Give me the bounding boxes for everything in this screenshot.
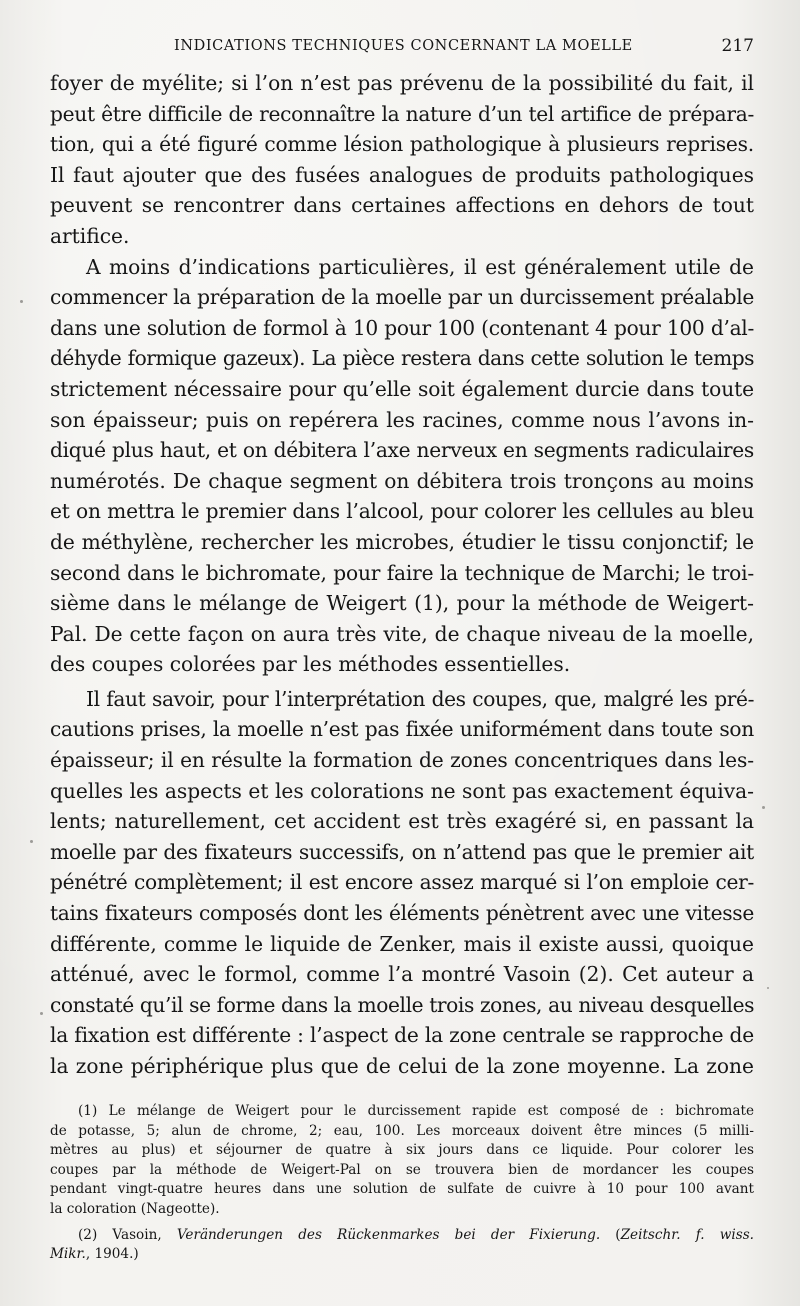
text-line: tion, qui a été figuré comme lésion pathologique à plusieurs reprises. xyxy=(50,132,754,157)
footnote-1 xyxy=(50,1102,754,1220)
text-line: numérotés. De chaque segment on débitera trois tronçons au moins xyxy=(50,468,754,493)
footnote-prefix: (2) Vasoin, xyxy=(78,1226,177,1243)
footnote-line xyxy=(50,1245,754,1265)
scan-speck xyxy=(767,987,769,989)
footnote-line: mètres au plus) et séjourner de quatre à six jours dans ce liquide. Pour colorer les xyxy=(50,1142,754,1159)
paragraph xyxy=(50,684,754,1082)
text-line: lents; naturellement, cet accident est très exagéré si, en passant la xyxy=(50,809,754,834)
footnote-journal-cont: Mikr. xyxy=(50,1246,86,1263)
footnote-line: (1) Le mélange de Weigert pour le durcissement rapide est composé de : bichromate xyxy=(78,1103,754,1119)
text-line: différente, comme le liquide de Zenker, mais il existe aussi, quoique xyxy=(50,931,754,956)
scan-speck xyxy=(30,840,33,843)
footnote-line: de potasse, 5; alun de chrome, 2; eau, 100. Les morceaux doivent être minces (5 milli- xyxy=(50,1122,754,1139)
text-line: déhyde formique gazeux). La pièce restera dans cette solution le temps xyxy=(50,346,754,371)
scan-speck xyxy=(20,300,23,303)
text-line: pénétré complètement; il est encore assez marqué si l’on emploie cer- xyxy=(50,870,754,895)
scan-speck xyxy=(762,806,765,809)
footnote-journal: Zeitschr. f. wiss. xyxy=(620,1226,755,1243)
text-line: strictement nécessaire pour qu’elle soit également durcie dans toute xyxy=(50,376,754,401)
page-header xyxy=(50,38,754,62)
text-line: tains fixateurs composés dont les éléments pénètrent avec une vitesse xyxy=(50,901,754,926)
text-line: quelles les aspects et les colorations ne sont pas exactement équiva- xyxy=(50,778,754,803)
footnotes xyxy=(50,1102,754,1265)
text-line: atténué, avec le formol, comme l’a montré Vasoin (2). Cet auteur a xyxy=(50,962,754,987)
footnote-line: pendant vingt-quatre heures dans une solution de sulfate de cuivre à 10 pour 100 avant xyxy=(50,1181,754,1198)
footnote-2 xyxy=(50,1226,754,1265)
text-line: son épaisseur; puis on repérera les racines, comme nous l’avons in- xyxy=(50,407,754,432)
text-line: la fixation est différente : l’aspect de la zone centrale se rapproche de xyxy=(50,1023,754,1048)
footnote-line xyxy=(50,1226,754,1246)
text-line: Il faut savoir, pour l’interprétation des coupes, que, malgré les pré- xyxy=(86,686,754,711)
text-line: diqué plus haut, et on débitera l’axe nerveux en segments radiculaires xyxy=(50,438,754,463)
text-line: épaisseur; il en résulte la formation de zones concentriques dans les- xyxy=(50,748,754,773)
text-line: la zone périphérique plus que de celui de la zone moyenne. La zone xyxy=(50,1054,754,1078)
page-number: 217 xyxy=(721,36,754,56)
text-line: commencer la préparation de la moelle par un durcissement préalable xyxy=(50,285,754,310)
footnote-line: la coloration (Nageotte). xyxy=(50,1200,220,1217)
scan-speck xyxy=(40,1012,43,1015)
text-line: second dans le bichromate, pour faire la technique de Marchi; le troi- xyxy=(50,560,754,585)
text-line: artifice. xyxy=(50,223,130,248)
body-text xyxy=(50,68,754,1082)
text-line: moelle par des fixateurs successifs, on n’attend pas que le premier ait xyxy=(50,839,754,864)
text-line: Pal. De cette façon on aura très vite, de chaque niveau de la moelle, xyxy=(50,621,754,646)
text-line: cautions prises, la moelle n’est pas fixée uniformément dans toute son xyxy=(50,717,754,742)
text-line: de méthylène, rechercher les microbes, étudier le tissu conjonctif; le xyxy=(50,529,754,554)
text-line: Il faut ajouter que des fusées analogues de produits pathologiques xyxy=(50,162,754,187)
text-line: A moins d’indications particulières, il est généralement utile de xyxy=(86,254,754,279)
text-line: peut être difficile de reconnaître la nature d’un tel artifice de prépara- xyxy=(50,101,754,126)
paragraph xyxy=(50,68,754,252)
paragraph xyxy=(50,252,754,680)
running-head: INDICATIONS TECHNIQUES CONCERNANT LA MOELLE xyxy=(174,38,633,54)
text-line: peuvent se rencontrer dans certaines affections en dehors de tout xyxy=(50,193,754,218)
text-line: foyer de myélite; si l’on n’est pas prévenu de la possibilité du fait, il xyxy=(50,71,754,95)
footnote-title: Veränderungen des Rückenmarkes bei der Fixierung. xyxy=(176,1226,601,1243)
text-line: des coupes colorées par les méthodes essentielles. xyxy=(50,652,571,677)
footnote-line: coupes par la méthode de Weigert-Pal on se trouvera bien de mordancer les coupes xyxy=(50,1161,754,1178)
text-line: constaté qu’il se forme dans la moelle trois zones, au niveau desquelles xyxy=(50,992,755,1017)
text-line: et on mettra le premier dans l’alcool, pour colorer les cellules au bleu xyxy=(50,499,754,524)
footnote-year: , 1904.) xyxy=(85,1246,139,1263)
footnote-paren: ( xyxy=(600,1226,621,1243)
text-line: dans une solution de formol à 10 pour 100 (contenant 4 pour 100 d’al- xyxy=(50,315,754,340)
text-line: sième dans le mélange de Weigert (1), pour la méthode de Weigert- xyxy=(50,591,754,616)
